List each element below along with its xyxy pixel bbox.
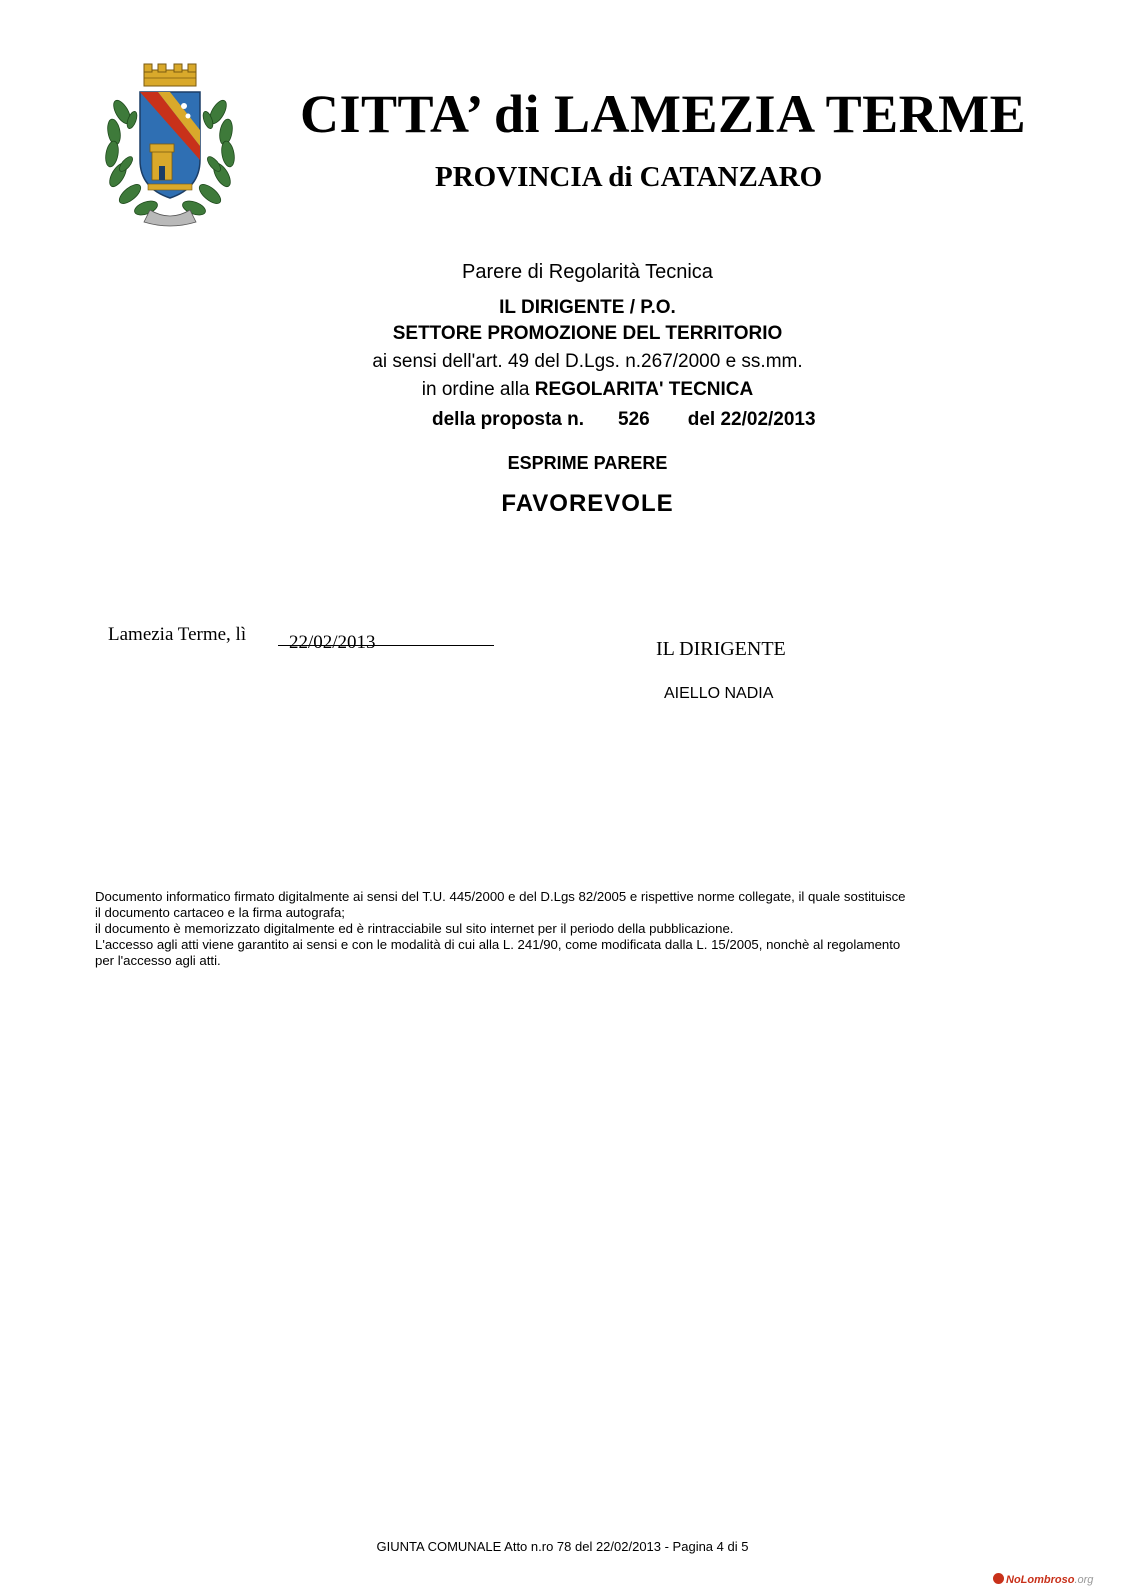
city-title: CITTA’ di LAMEZIA TERME bbox=[300, 84, 1027, 144]
law-reference: ai sensi dell'art. 49 del D.Lgs. n.267/2000 e ss.mm. bbox=[372, 351, 803, 372]
province-title: PROVINCIA di CATANZARO bbox=[435, 161, 823, 193]
watermark-logo-icon bbox=[993, 1573, 1004, 1584]
date-underline bbox=[278, 645, 494, 646]
watermark-suffix: .org bbox=[1074, 1574, 1094, 1586]
verdict: FAVOREVOLE bbox=[501, 490, 674, 517]
proposal-label: della proposta n. bbox=[432, 409, 585, 430]
order-prefix: in ordine alla bbox=[421, 379, 535, 400]
opinion-role: IL DIRIGENTE / P.O. bbox=[499, 297, 676, 318]
opinion-title: Parere di Regolarità Tecnica bbox=[462, 261, 713, 283]
notice-line: L'accesso agli atti viene garantito ai sensi e con le modalità di cui alla L. 241/90, come modificata dalla L. 15/2005, nonchè al regolamento bbox=[95, 937, 901, 952]
place-label: Lamezia Terme, lì bbox=[108, 624, 247, 645]
digital-signature-notice bbox=[95, 889, 1025, 969]
order-subject: REGOLARITA' TECNICA bbox=[534, 379, 754, 400]
watermark-brand: NoLombroso bbox=[1006, 1574, 1075, 1586]
signer-name: AIELLO NADIA bbox=[664, 685, 774, 702]
notice-line: per l'accesso agli atti. bbox=[95, 953, 221, 968]
watermark bbox=[993, 1573, 1093, 1587]
expresses-label: ESPRIME PARERE bbox=[507, 453, 668, 473]
proposal-line bbox=[432, 408, 816, 432]
signature-date: 22/02/2013 bbox=[289, 632, 376, 653]
notice-line: Documento informatico firmato digitalmente ai sensi del T.U. 445/2000 e del D.Lgs 82/2005 e rispettive norme collegate, il quale sostituisce bbox=[95, 889, 906, 904]
city-coat-of-arms bbox=[100, 60, 240, 228]
signer-role: IL DIRIGENTE bbox=[656, 638, 786, 660]
opinion-sector: SETTORE PROMOZIONE DEL TERRITORIO bbox=[392, 323, 783, 344]
proposal-number: 526 bbox=[618, 409, 650, 430]
proposal-date: del 22/02/2013 bbox=[687, 409, 816, 430]
footer-text: GIUNTA COMUNALE Atto n.ro 78 del 22/02/2013 - Pagina 4 di 5 bbox=[376, 1539, 749, 1554]
coat-of-arms-icon bbox=[100, 60, 240, 228]
order-line bbox=[0, 378, 1125, 402]
page-footer bbox=[0, 1539, 1125, 1555]
notice-line: il documento è memorizzato digitalmente ed è rintracciabile sul sito internet per il periodo della pubblicazione. bbox=[95, 921, 734, 936]
notice-line: il documento cartaceo e la firma autografa; bbox=[95, 905, 345, 920]
